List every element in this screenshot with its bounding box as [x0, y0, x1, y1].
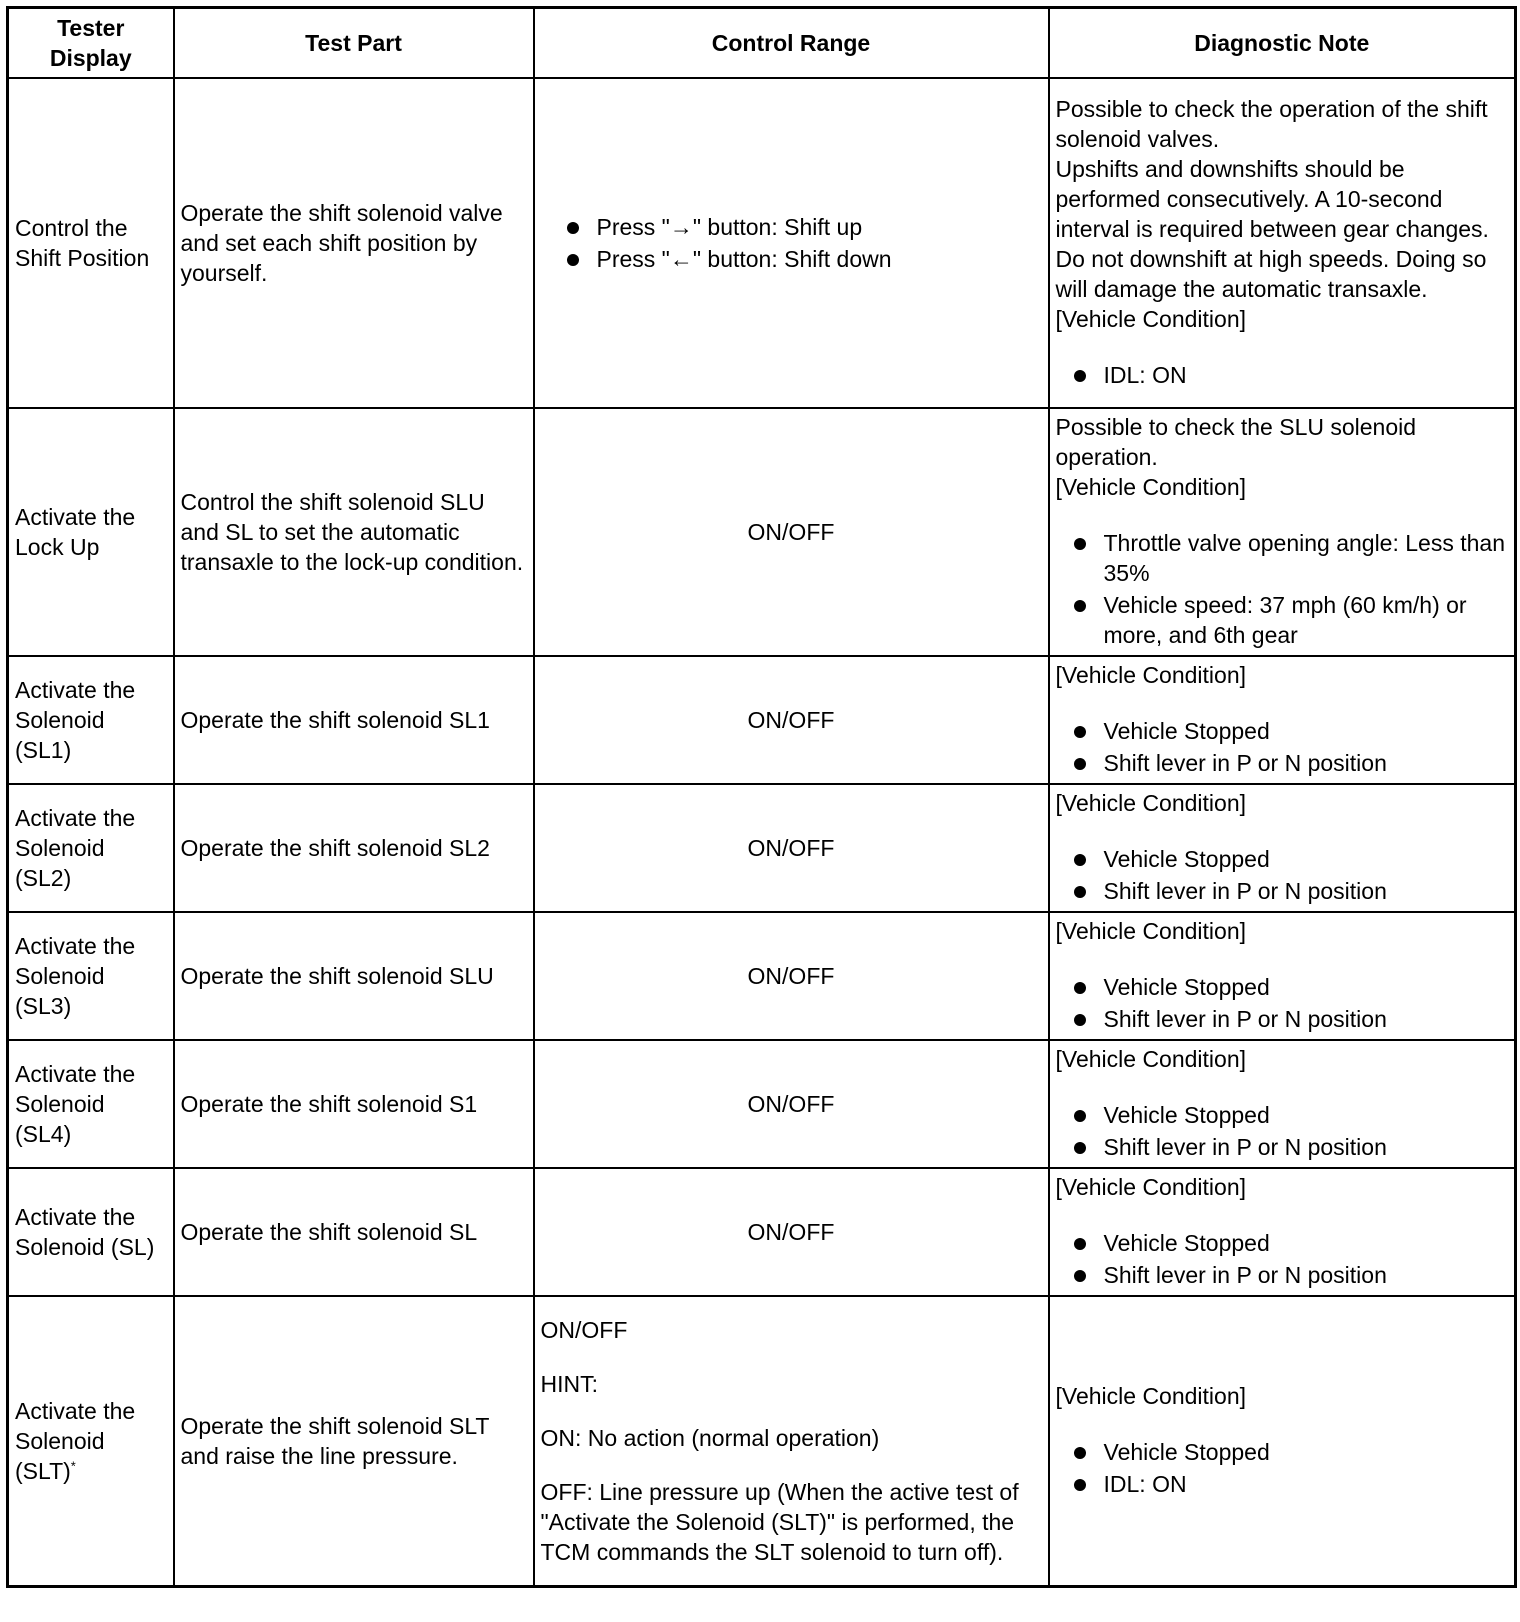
bullet-icon: [1074, 854, 1086, 866]
condition-list: [1056, 972, 1509, 1034]
header-test-part: Test Part: [174, 8, 534, 79]
table-row: [8, 1040, 1516, 1168]
bullet-text: Press "←" button: Shift down: [596, 246, 892, 272]
bullet-icon: [1074, 370, 1086, 382]
diagnostic-note-cell: [1049, 1168, 1516, 1296]
test-part-cell: Operate the shift solenoid SLT and raise the line pressure.: [174, 1296, 534, 1587]
control-range-cell: ON/OFF: [534, 1168, 1049, 1296]
diagnostic-note-cell: [1049, 912, 1516, 1040]
test-part-cell: Operate the shift solenoid SL1: [174, 656, 534, 784]
tester-display-text: Activate the Solenoid (SLT): [15, 1398, 136, 1484]
note-line: Possible to check the SLU solenoid operation.: [1055, 414, 1417, 470]
condition-list: [1056, 360, 1509, 390]
range-paragraph: HINT:: [540, 1371, 598, 1397]
test-part-cell: Operate the shift solenoid SLU: [174, 912, 534, 1040]
control-range-cell: [534, 1296, 1049, 1587]
footnote-mark: *: [70, 1458, 76, 1474]
tester-display-cell: Activate the Solenoid (SL1): [8, 656, 174, 784]
bullet-icon: [1074, 1479, 1086, 1491]
bullet-icon: [1074, 1270, 1086, 1282]
bullet-icon: [1074, 758, 1086, 770]
list-item: [1104, 590, 1509, 650]
note-line: [Vehicle Condition]: [1055, 474, 1247, 500]
table-row: [8, 1168, 1516, 1296]
tester-display-cell: Activate the Solenoid (SL): [8, 1168, 174, 1296]
test-part-cell: Operate the shift solenoid SL2: [174, 784, 534, 912]
list-item: [1104, 1100, 1509, 1130]
range-paragraph: OFF: Line pressure up (When the active test of "Activate the Solenoid (SLT)" is performed, the TCM commands the SLT solenoid to turn off).: [540, 1479, 1019, 1565]
list-item: [597, 212, 1042, 242]
condition-list: [1056, 1100, 1509, 1162]
bullet-icon: [1074, 1014, 1086, 1026]
table-row: [8, 408, 1516, 656]
list-item: [1104, 876, 1509, 906]
diagnostic-note-cell: [1049, 78, 1516, 408]
test-part-cell: Operate the shift solenoid valve and set each shift position by yourself.: [174, 78, 534, 408]
table-row: [8, 78, 1516, 408]
bullet-text: Shift lever in P or N position: [1103, 878, 1387, 904]
list-item: [1104, 528, 1509, 588]
bullet-text: Shift lever in P or N position: [1103, 750, 1387, 776]
table-row: [8, 656, 1516, 784]
tester-display-cell: [8, 1296, 174, 1587]
note-line: Possible to check the operation of the shift solenoid valves.: [1055, 96, 1488, 152]
list-item: [1104, 716, 1509, 746]
bullet-icon: [567, 222, 579, 234]
control-range-cell: ON/OFF: [534, 912, 1049, 1040]
note-line: [Vehicle Condition]: [1055, 662, 1247, 688]
list-item: [597, 244, 1042, 274]
tester-display-cell: Activate the Solenoid (SL3): [8, 912, 174, 1040]
tester-display-cell: Control the Shift Position: [8, 78, 174, 408]
test-part-cell: Operate the shift solenoid SL: [174, 1168, 534, 1296]
bullet-icon: [1074, 982, 1086, 994]
bullet-text: Shift lever in P or N position: [1103, 1006, 1387, 1032]
bullet-icon: [1074, 886, 1086, 898]
bullet-icon: [1074, 538, 1086, 550]
bullet-text: Shift lever in P or N position: [1103, 1134, 1387, 1160]
diagnostic-note-cell: [1049, 408, 1516, 656]
bullet-icon: [567, 254, 579, 266]
bullet-text: Vehicle speed: 37 mph (60 km/h) or more, and 6th gear: [1103, 592, 1467, 648]
note-line: [Vehicle Condition]: [1055, 1174, 1247, 1200]
diagnostic-note-cell: [1049, 1040, 1516, 1168]
condition-list: [1056, 1228, 1509, 1290]
bullet-icon: [1074, 1110, 1086, 1122]
control-range-list: [541, 212, 1042, 274]
list-item: [1104, 1228, 1509, 1258]
bullet-text: Vehicle Stopped: [1103, 1230, 1270, 1256]
bullet-text: IDL: ON: [1103, 1471, 1187, 1497]
note-line: [Vehicle Condition]: [1055, 1046, 1247, 1072]
note-line: [Vehicle Condition]: [1055, 918, 1247, 944]
note-line: [Vehicle Condition]: [1055, 1383, 1247, 1409]
test-part-cell: Control the shift solenoid SLU and SL to set the automatic transaxle to the lock-up condition.: [174, 408, 534, 656]
header-row: [8, 8, 1516, 79]
range-paragraph: ON/OFF: [540, 1317, 628, 1343]
list-item: [1104, 1437, 1509, 1467]
table-row: [8, 912, 1516, 1040]
test-part-cell: Operate the shift solenoid S1: [174, 1040, 534, 1168]
list-item: [1104, 844, 1509, 874]
list-item: [1104, 1132, 1509, 1162]
table-row: [8, 1296, 1516, 1587]
bullet-text: Throttle valve opening angle: Less than 35%: [1103, 530, 1505, 586]
bullet-text: Shift lever in P or N position: [1103, 1262, 1387, 1288]
note-line: [Vehicle Condition]: [1055, 306, 1247, 332]
condition-list: [1056, 844, 1509, 906]
list-item: [1104, 1260, 1509, 1290]
tester-display-cell: Activate the Lock Up: [8, 408, 174, 656]
bullet-text: Vehicle Stopped: [1103, 718, 1270, 744]
bullet-icon: [1074, 726, 1086, 738]
note-line: Upshifts and downshifts should be performed consecutively. A 10-second interval is required between gear changes.: [1055, 156, 1489, 242]
list-item: [1104, 1469, 1509, 1499]
control-range-cell: ON/OFF: [534, 656, 1049, 784]
active-test-table: [6, 6, 1517, 1588]
bullet-icon: [1074, 1142, 1086, 1154]
control-range-cell: [534, 78, 1049, 408]
note-line: Do not downshift at high speeds. Doing so will damage the automatic transaxle.: [1055, 246, 1487, 302]
bullet-icon: [1074, 600, 1086, 612]
diagnostic-note-cell: [1049, 656, 1516, 784]
control-range-cell: ON/OFF: [534, 408, 1049, 656]
bullet-text: Press "→" button: Shift up: [596, 214, 863, 240]
tester-display-cell: Activate the Solenoid (SL4): [8, 1040, 174, 1168]
list-item: [1104, 360, 1509, 390]
condition-list: [1056, 1437, 1509, 1499]
list-item: [1104, 748, 1509, 778]
bullet-text: Vehicle Stopped: [1103, 846, 1270, 872]
control-range-cell: ON/OFF: [534, 784, 1049, 912]
bullet-text: IDL: ON: [1103, 362, 1187, 388]
bullet-text: Vehicle Stopped: [1103, 1102, 1270, 1128]
bullet-text: Vehicle Stopped: [1103, 1439, 1270, 1465]
bullet-icon: [1074, 1238, 1086, 1250]
note-line: [Vehicle Condition]: [1055, 790, 1247, 816]
diagnostic-note-cell: [1049, 1296, 1516, 1587]
list-item: [1104, 1004, 1509, 1034]
list-item: [1104, 972, 1509, 1002]
table-row: [8, 784, 1516, 912]
range-paragraph: ON: No action (normal operation): [540, 1425, 880, 1451]
tester-display-cell: Activate the Solenoid (SL2): [8, 784, 174, 912]
diagnostic-note-cell: [1049, 784, 1516, 912]
header-diagnostic-note: Diagnostic Note: [1049, 8, 1516, 79]
condition-list: [1056, 528, 1509, 650]
condition-list: [1056, 716, 1509, 778]
bullet-text: Vehicle Stopped: [1103, 974, 1270, 1000]
control-range-cell: ON/OFF: [534, 1040, 1049, 1168]
header-tester-display: Tester Display: [8, 8, 174, 79]
header-control-range: Control Range: [534, 8, 1049, 79]
bullet-icon: [1074, 1447, 1086, 1459]
